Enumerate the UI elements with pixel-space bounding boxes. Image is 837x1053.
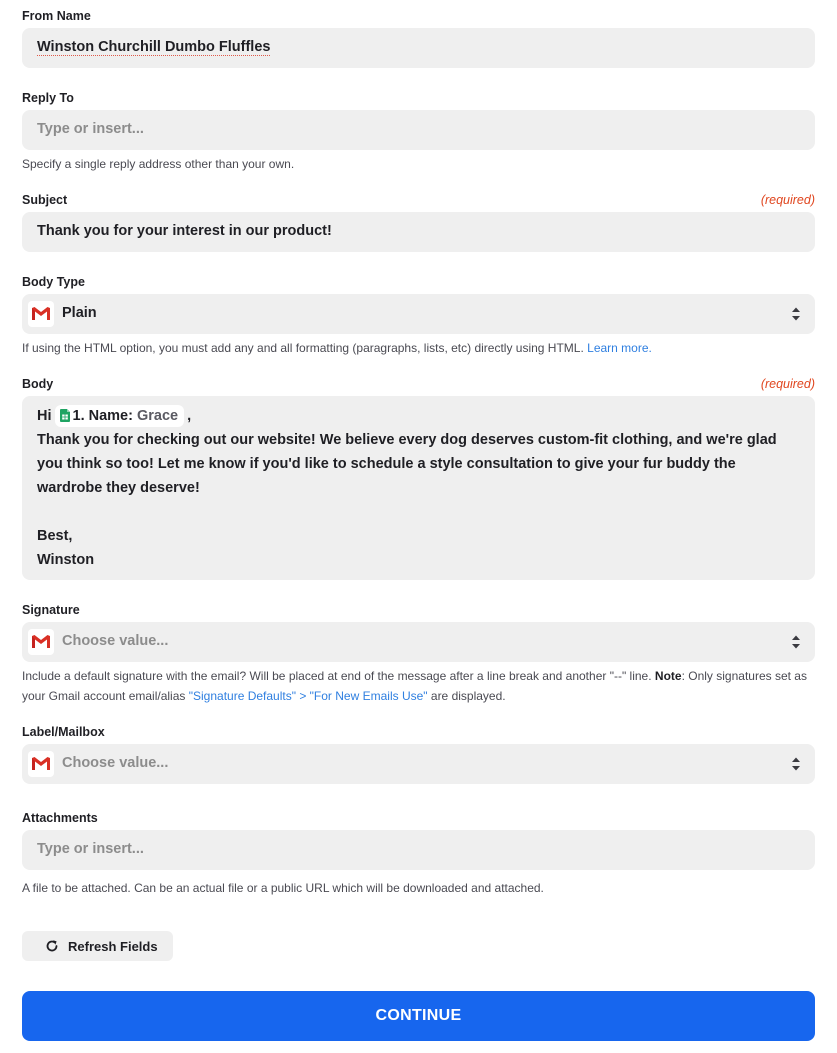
body-type-help <box>22 338 815 358</box>
learn-more-link[interactable]: Learn more. <box>587 341 652 355</box>
pill-value: Grace <box>136 408 179 424</box>
signature-help-note: Note <box>654 669 682 683</box>
gmail-icon <box>28 751 54 777</box>
label-mailbox-select[interactable] <box>22 744 815 784</box>
body-greeting-end: , <box>187 408 192 424</box>
signature-help <box>22 666 815 706</box>
body-type-help-text: If using the HTML option, you must add any and all formatting (paragraphs, lists, etc) directly using HTML. <box>22 341 584 355</box>
from-name-input[interactable] <box>22 28 815 68</box>
subject-required: (required) <box>760 193 815 207</box>
continue-button[interactable]: CONTINUE <box>22 991 815 1041</box>
body-line-greeting <box>37 404 800 428</box>
from-name-value: Winston Churchill Dumbo Fluffles <box>37 39 271 55</box>
subject-value: Thank you for your interest in our product! <box>37 223 332 239</box>
signature-placeholder: Choose value... <box>62 633 169 649</box>
sort-arrows-icon <box>791 306 801 322</box>
reply-to-help: Specify a single reply address other than your own. <box>22 157 295 171</box>
body-greeting: Hi <box>37 408 52 424</box>
gmail-icon <box>28 629 54 655</box>
signature-help-1: Include a default signature with the email? Will be placed at end of the message after a line break and another "--" line. <box>22 669 652 683</box>
from-name-label: From Name <box>22 9 91 23</box>
name-variable-pill[interactable] <box>55 405 185 427</box>
body-type-label: Body Type <box>22 275 85 289</box>
body-sender: Winston <box>37 552 95 568</box>
sort-arrows-icon <box>791 756 801 772</box>
label-mailbox-placeholder: Choose value... <box>62 755 169 771</box>
body-type-value: Plain <box>62 305 97 321</box>
attachments-input[interactable] <box>22 830 815 870</box>
signature-help-3: are displayed. <box>430 689 506 703</box>
body-paragraph: Thank you for checking out our website! We believe every dog deserves custom-fit clothing, and we're glad you think so too! Let me know if you'd like to schedule a style consultation to give your fur buddy the wardrobe they deserve! <box>37 432 777 496</box>
reply-to-placeholder: Type or insert... <box>37 121 144 137</box>
body-required: (required) <box>760 377 815 391</box>
sort-arrows-icon <box>791 634 801 650</box>
signature-defaults-link[interactable]: "Signature Defaults" > "For New Emails Use" <box>188 689 428 703</box>
attachments-placeholder: Type or insert... <box>37 841 144 857</box>
refresh-fields-button[interactable] <box>22 931 173 961</box>
reply-to-label: Reply To <box>22 91 74 105</box>
signature-help-2: : Only signatures set as your Gmail account email/alias <box>22 669 807 703</box>
refresh-fields-label: Refresh Fields <box>68 939 158 954</box>
attachments-label: Attachments <box>22 811 98 825</box>
google-sheets-icon <box>60 409 70 422</box>
label-mailbox-label: Label/Mailbox <box>22 725 105 739</box>
reply-to-input[interactable] <box>22 110 815 150</box>
signature-label: Signature <box>22 603 80 617</box>
attachments-help: A file to be attached. Can be an actual file or a public URL which will be downloaded and attached. <box>22 881 544 895</box>
body-type-select[interactable] <box>22 294 815 334</box>
signature-select[interactable] <box>22 622 815 662</box>
body-signoff: Best, <box>37 528 73 544</box>
refresh-icon <box>45 939 59 953</box>
subject-input[interactable] <box>22 212 815 252</box>
body-textarea[interactable] <box>22 396 815 580</box>
subject-label: Subject <box>22 193 68 207</box>
body-label: Body <box>22 377 54 391</box>
pill-label: 1. Name: <box>72 408 133 424</box>
gmail-icon <box>28 301 54 327</box>
